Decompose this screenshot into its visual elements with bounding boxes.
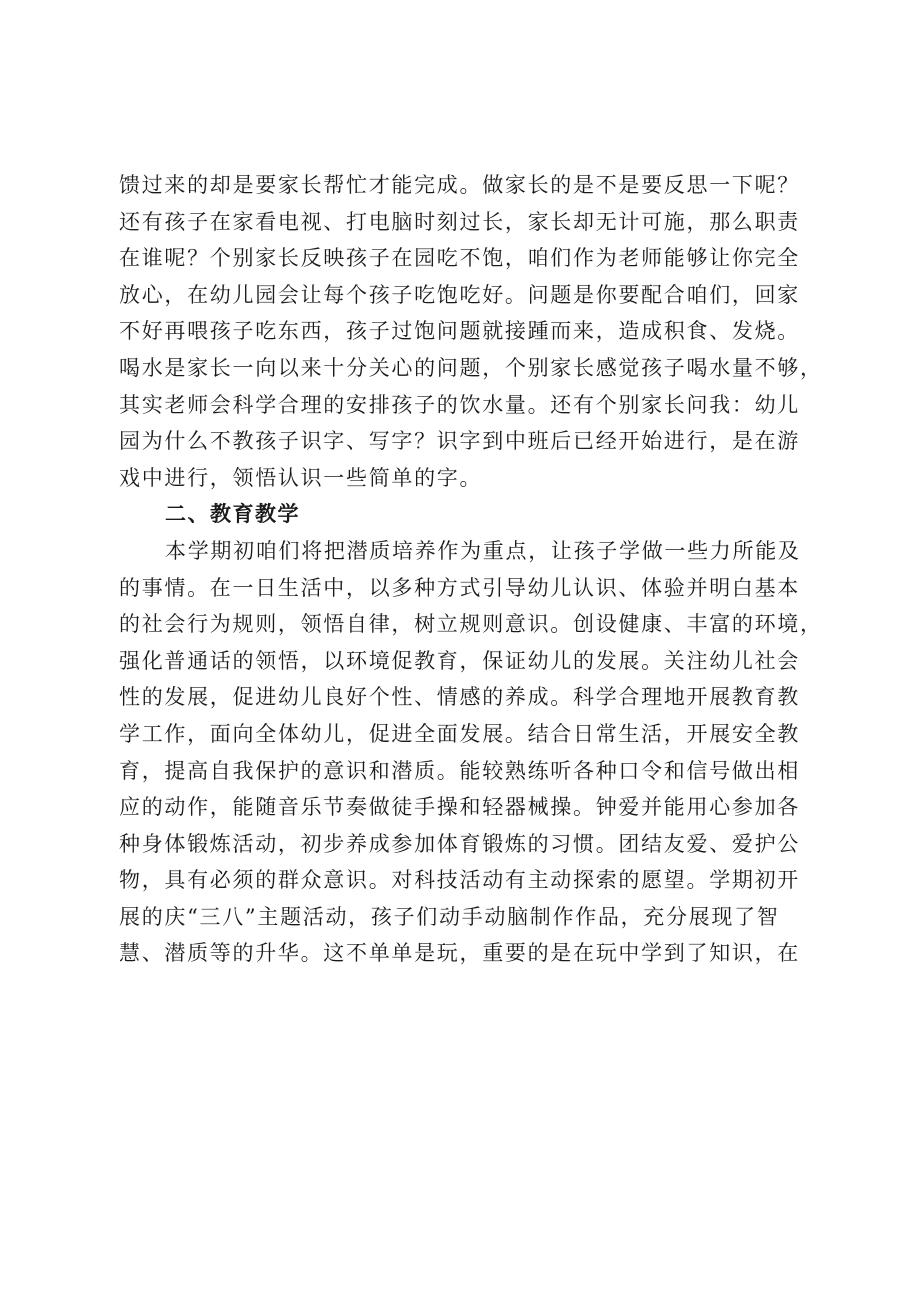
text-line: 馈过来的却是要家长帮忙才能完成。做家长的是不是要反思一下呢？ <box>119 173 800 197</box>
text-line: 物，具有必须的群众意识。对科技活动有主动探索的愿望。学期初开 <box>119 868 800 893</box>
document-body <box>119 167 824 972</box>
text-line: 放心，在幼儿园会让每个孩子吃饱吃好。问题是你要配合咱们，回家 <box>119 282 800 307</box>
text-line: 喝水是家长一向以来十分关心的问题，个别家长感觉孩子喝水量不够， <box>119 355 823 380</box>
text-line: 种身体锻炼活动，初步养成参加体育锻炼的习惯。团结友爱、爱护公 <box>119 831 800 856</box>
text-line: 育，提高自我保护的意识和潜质。能较熟练听各种口令和信号做出相 <box>119 758 800 783</box>
text-line: 强化普通话的领悟，以环境促教育，保证幼儿的发展。关注幼儿社会 <box>119 648 800 673</box>
text-line: 戏中进行，领悟认识一些简单的字。 <box>119 465 483 490</box>
text-line: 其实老师会科学合理的安排孩子的饮水量。还有个别家长问我：幼儿 <box>119 392 800 417</box>
text-line: 应的动作，能随音乐节奏做徒手操和轻器械操。钟爱并能用心参加各 <box>119 795 800 820</box>
text-line: 学工作，面向全体幼儿，促进全面发展。结合日常生活，开展安全教 <box>119 721 800 746</box>
text-line: 的事情。在一日生活中，以多种方式引导幼儿认识、体验并明白基本 <box>119 575 800 600</box>
text-line: 本学期初咱们将把潜质培养作为重点，让孩子学做一些力所能及 <box>165 538 801 563</box>
paragraph-parent-communication <box>119 167 824 496</box>
section-heading: 二、教育教学 <box>165 502 300 527</box>
text-line: 展的庆“三八”主题活动，孩子们动手动脑制作作品，充分展现了智 <box>119 904 780 929</box>
text-line: 还有孩子在家看电视、打电脑时刻过长，家长却无计可施，那么职责 <box>119 209 800 234</box>
text-line: 的社会行为规则，领悟自律，树立规则意识。创设健康、丰富的环境， <box>119 612 823 637</box>
paragraph-education-teaching <box>119 533 824 972</box>
text-line: 在谁呢？个别家长反映孩子在园吃不饱，咱们作为老师能够让你完全 <box>119 246 800 271</box>
text-line: 不好再喂孩子吃东西，孩子过饱问题就接踵而来，造成积食、发烧。 <box>119 319 800 344</box>
text-line: 慧、潜质等的升华。这不单单是玩，重要的是在玩中学到了知识，在 <box>119 941 800 966</box>
text-line: 性的发展，促进幼儿良好个性、情感的养成。科学合理地开展教育教 <box>119 685 800 710</box>
text-line: 园为什么不教孩子识字、写字？识字到中班后已经开始进行，是在游 <box>119 429 800 454</box>
